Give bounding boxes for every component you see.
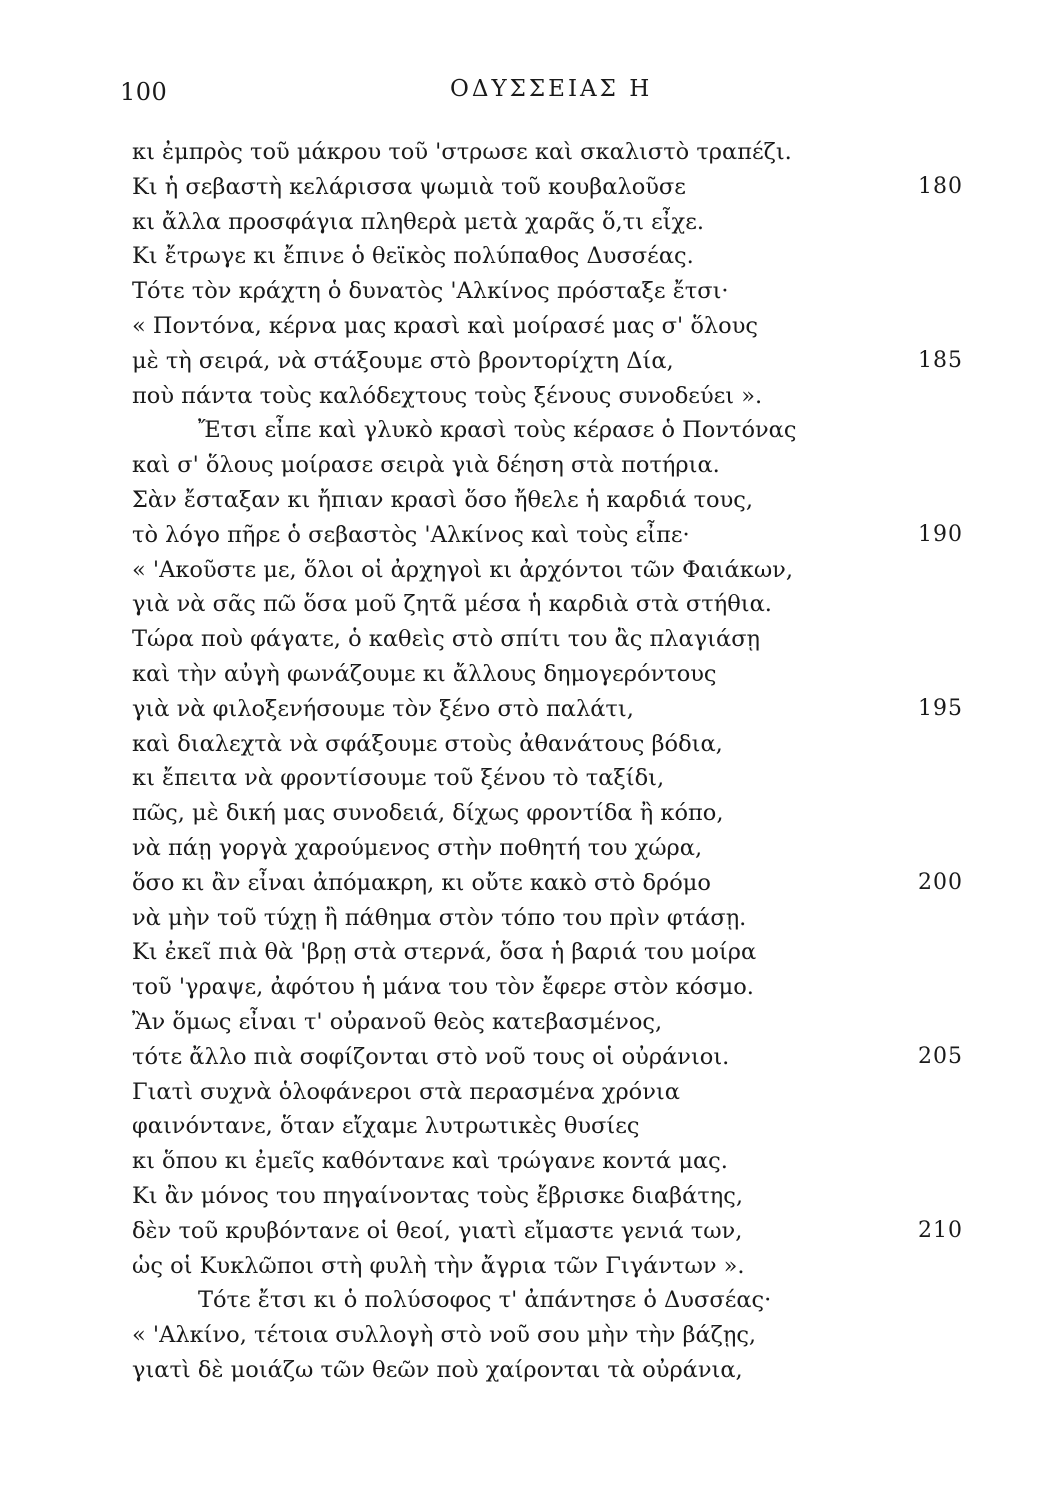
verse-line [132, 831, 992, 866]
verse-line [132, 518, 992, 553]
verse-line [132, 379, 992, 414]
verse-text: Κι ἂν μόνος του πηγαίνοντας τοὺς ἔβρισκε διαβάτης, [132, 1182, 744, 1209]
verse-text: Ἔτσι εἶπε καὶ γλυκὸ κρασὶ τοὺς κέρασε ὁ Ποντόνας [198, 417, 797, 444]
verse-text: καὶ τὴν αὐγὴ φωνάζουμε κι ἄλλους δημογερόντους [132, 660, 717, 687]
verse-line [132, 170, 992, 205]
verse-text: νὰ μὴν τοῦ τύχῃ ἢ πάθημα στὸν τόπο του πρὶν φτάσῃ. [132, 904, 747, 931]
verse-line [132, 1109, 992, 1144]
line-number: 205 [918, 1043, 963, 1069]
verse-text: « 'Ακοῦστε με, ὅλοι οἱ ἀρχηγοὶ κι ἀρχόντοι τῶν Φαιάκων, [132, 556, 793, 583]
verse-text: « Ποντόνα, κέρνα μας κρασὶ καὶ μοίρασέ μας σ' ὅλους [132, 312, 759, 339]
verse-text: μὲ τὴ σειρά, νὰ στάξουμε στὸ βροντορίχτη Δία, [132, 347, 674, 374]
verse-text: ποὺ πάντα τοὺς καλόδεχτους τοὺς ξένους συνοδεύει ». [132, 382, 763, 409]
verse-line [132, 274, 992, 309]
verse-text: γιὰ νὰ σᾶς πῶ ὅσα μοῦ ζητᾶ μέσα ἡ καρδιὰ στὰ στήθια. [132, 591, 772, 618]
verse-line [132, 205, 992, 240]
verse-line [132, 135, 992, 170]
verse-text: Τότε ἔτσι κι ὁ πολύσοφος τ' ἀπάντησε ὁ Δυσσέας· [198, 1287, 772, 1314]
verse-line [132, 866, 992, 901]
verse-text: φαινόντανε, ὅταν εἴχαμε λυτρωτικὲς θυσίες [132, 1113, 640, 1140]
verse-line [132, 553, 992, 588]
verse-text: κι ὅπου κι ἐμεῖς καθόντανε καὶ τρώγανε κοντά μας. [132, 1148, 728, 1175]
verse-text: Σὰν ἔσταξαν κι ἤπιαν κρασὶ ὅσο ἤθελε ἡ καρδιά τους, [132, 486, 754, 513]
verse-text: νὰ πάῃ γοργὰ χαρούμενος στὴν ποθητή του χώρα, [132, 834, 703, 861]
verse-line [132, 448, 992, 483]
verse-text: κι ἄλλα προσφάγια πληθερὰ μετὰ χαρᾶς ὅ,τι εἶχε. [132, 208, 705, 235]
verse-text: γιατὶ δὲ μοιάζω τῶν θεῶν ποὺ χαίρονται τὰ οὐράνια, [132, 1356, 743, 1383]
verse-text: τὸ λόγο πῆρε ὁ σεβαστὸς 'Αλκίνος καὶ τοὺς εἶπε· [132, 521, 690, 548]
verse-line [132, 587, 992, 622]
line-number: 190 [918, 521, 963, 547]
line-number: 200 [918, 869, 963, 895]
verse-text: τοῦ 'γραψε, ἀφότου ἡ μάνα του τὸν ἔφερε στὸν κόσμο. [132, 974, 754, 1001]
page-header [0, 72, 1048, 112]
verse-line [132, 1249, 992, 1284]
verse-line [132, 309, 992, 344]
verse-line [132, 413, 992, 448]
verse-line [132, 483, 992, 518]
verse-line [132, 1144, 992, 1179]
verse-text: ὡς οἱ Κυκλῶποι στὴ φυλὴ τὴν ἄγρια τῶν Γιγάντων ». [132, 1252, 745, 1279]
verse-text: καὶ διαλεχτὰ νὰ σφάξουμε στοὺς ἀθανάτους βόδια, [132, 730, 723, 757]
verse-line [132, 1283, 992, 1318]
verse-line [132, 901, 992, 936]
verse-text: Τότε τὸν κράχτη ὁ δυνατὸς 'Αλκίνος πρόσταξε ἔτσι· [132, 278, 729, 305]
verse-text-block [132, 135, 992, 1388]
verse-line [132, 239, 992, 274]
verse-line [132, 1179, 992, 1214]
verse-line [132, 657, 992, 692]
verse-text: Κι ἐκεῖ πιὰ θὰ 'βρῃ στὰ στερνά, ὅσα ἡ βαριά του μοίρα [132, 939, 757, 966]
verse-line [132, 761, 992, 796]
verse-text: κι ἐμπρὸς τοῦ μάκρου τοῦ 'στρωσε καὶ σκαλιστὸ τραπέζι. [132, 139, 792, 165]
verse-line [132, 344, 992, 379]
verse-line [132, 1075, 992, 1110]
line-number: 210 [918, 1217, 963, 1243]
verse-text: « 'Αλκίνο, τέτοια συλλογὴ στὸ νοῦ σου μὴν τὴν βάζῃς, [132, 1322, 757, 1349]
page-number: 100 [120, 78, 168, 106]
verse-line [132, 727, 992, 762]
verse-text: καὶ σ' ὅλους μοίρασε σειρὰ γιὰ δέηση στὰ ποτήρια. [132, 452, 720, 479]
line-number: 195 [918, 695, 963, 721]
verse-line [132, 935, 992, 970]
verse-line [132, 622, 992, 657]
verse-line [132, 970, 992, 1005]
verse-line [132, 1353, 992, 1388]
line-number: 185 [918, 347, 963, 373]
verse-text: Ἂν ὅμως εἶναι τ' οὐρανοῦ θεὸς κατεβασμένος, [132, 1008, 663, 1035]
verse-text: γιὰ νὰ φιλοξενήσουμε τὸν ξένο στὸ παλάτι, [132, 695, 634, 722]
verse-line [132, 1005, 992, 1040]
verse-text: δὲν τοῦ κρυβόντανε οἱ θεοί, γιατὶ εἴμαστε γενιά των, [132, 1217, 743, 1244]
verse-text: κι ἔπειτα νὰ φροντίσουμε τοῦ ξένου τὸ ταξίδι, [132, 765, 665, 792]
verse-line [132, 1040, 992, 1075]
verse-text: Κι ἡ σεβαστὴ κελάρισσα ψωμιὰ τοῦ κουβαλοῦσε [132, 173, 686, 200]
verse-line [132, 692, 992, 727]
verse-text: πῶς, μὲ δική μας συνοδειά, δίχως φροντίδα ἢ κόπο, [132, 800, 724, 827]
verse-text: τότε ἄλλο πιὰ σοφίζονται στὸ νοῦ τους οἱ οὐράνιοι. [132, 1043, 730, 1070]
line-number: 180 [918, 173, 963, 199]
verse-text: Γιατὶ συχνὰ ὁλοφάνεροι στὰ περασμένα χρόνια [132, 1078, 680, 1105]
verse-text: Τώρα ποὺ φάγατε, ὁ καθεὶς στὸ σπίτι του ἂς πλαγιάσῃ [132, 626, 761, 653]
running-head: ΟΔΥΣΣΕΙΑΣ Η [450, 76, 653, 102]
verse-text: Κι ἔτρωγε κι ἔπινε ὁ θεϊκὸς πολύπαθος Δυσσέας. [132, 243, 694, 270]
verse-line [132, 796, 992, 831]
verse-text: ὅσο κι ἂν εἶναι ἀπόμακρη, κι οὔτε κακὸ στὸ δρόμο [132, 869, 711, 896]
verse-line [132, 1214, 992, 1249]
verse-line [132, 1318, 992, 1353]
